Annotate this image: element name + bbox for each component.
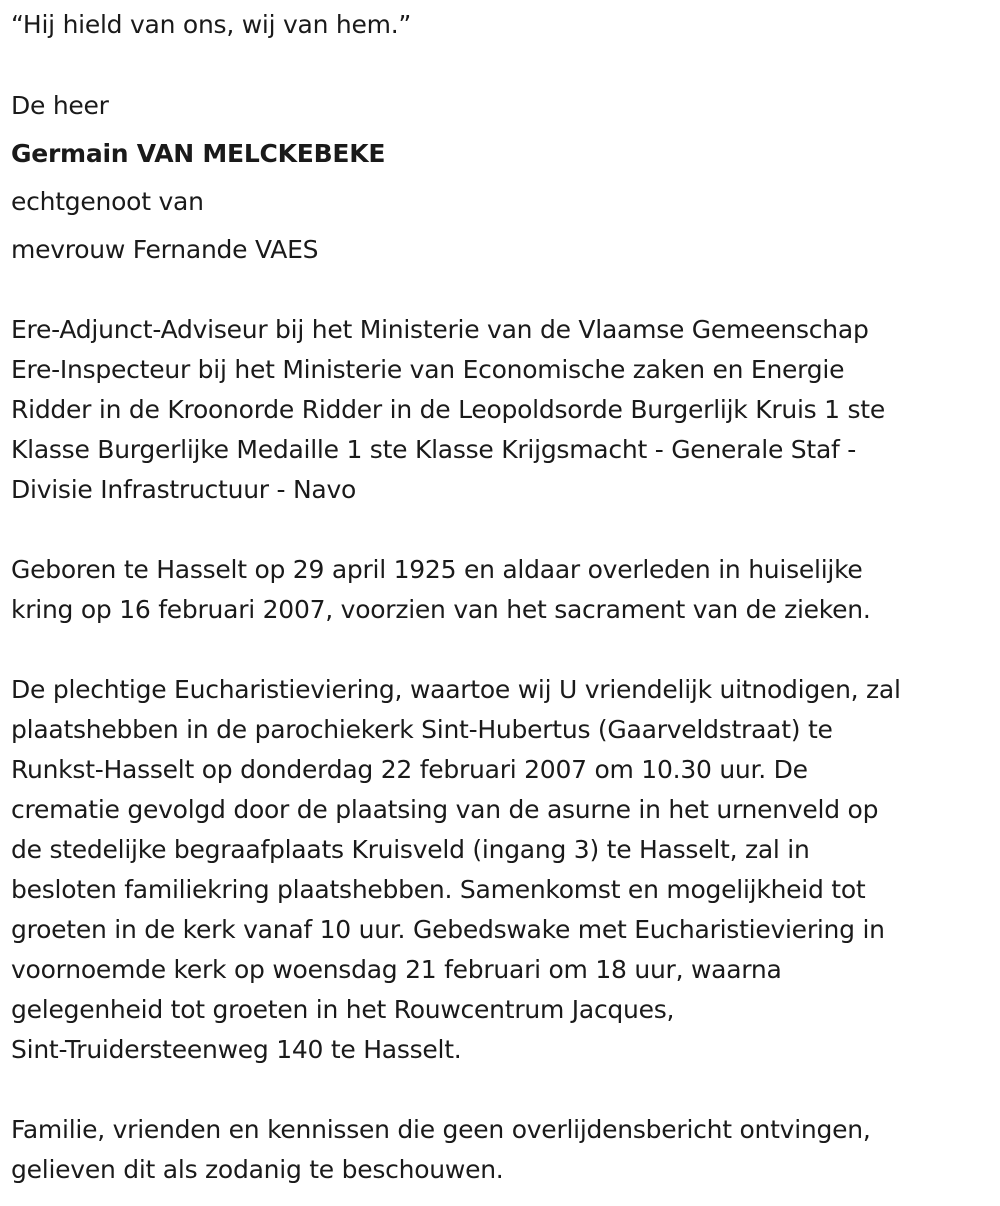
title-line: Divisie Infrastructuur - Navo xyxy=(11,475,357,504)
closing-line: gelieven dit als zodanig te beschouwen. xyxy=(11,1155,504,1184)
quote-line: “Hij hield van ons, wij van hem.” xyxy=(11,10,412,39)
title-line: Ere-Inspecteur bij het Ministerie van Economische zaken en Energie xyxy=(11,355,845,384)
ceremony-line: gelegenheid tot groeten in het Rouwcentrum Jacques, xyxy=(11,995,675,1024)
closing-line: Familie, vrienden en kennissen die geen overlijdensbericht ontvingen, xyxy=(11,1115,871,1144)
ceremony-line: de stedelijke begraafplaats Kruisveld (ingang 3) te Hasselt, zal in xyxy=(11,835,810,864)
ceremony-line: voornoemde kerk op woensdag 21 februari om 18 uur, waarna xyxy=(11,955,782,984)
title-line: Ere-Adjunct-Adviseur bij het Ministerie van de Vlaamse Gemeenschap xyxy=(11,315,869,344)
ceremony-line: plaatshebben in de parochiekerk Sint-Hubertus (Gaarveldstraat) te xyxy=(11,715,833,744)
ceremony-line: groeten in de kerk vanaf 10 uur. Gebedswake met Eucharistieviering in xyxy=(11,915,885,944)
ceremony-line: besloten familiekring plaatshebben. Samenkomst en mogelijkheid tot xyxy=(11,875,866,904)
title-line: Klasse Burgerlijke Medaille 1 ste Klasse Krijgsmacht - Generale Staf - xyxy=(11,435,857,464)
birth-death-line: kring op 16 februari 2007, voorzien van het sacrament van de zieken. xyxy=(11,595,871,624)
ceremony-line: De plechtige Eucharistieviering, waartoe wij U vriendelijk uitnodigen, zal xyxy=(11,675,901,704)
deceased-name: Germain VAN MELCKEBEKE xyxy=(11,139,386,168)
ceremony-line: crematie gevolgd door de plaatsing van de asurne in het urnenveld op xyxy=(11,795,879,824)
spouse-intro: echtgenoot van xyxy=(11,187,204,216)
ceremony-line: Sint-Truidersteenweg 140 te Hasselt. xyxy=(11,1035,462,1064)
birth-death-line: Geboren te Hasselt op 29 april 1925 en aldaar overleden in huiselijke xyxy=(11,555,863,584)
spouse-name: mevrouw Fernande VAES xyxy=(11,235,319,264)
ceremony-line: Runkst-Hasselt op donderdag 22 februari 2007 om 10.30 uur. De xyxy=(11,755,808,784)
salutation: De heer xyxy=(11,91,109,120)
title-line: Ridder in de Kroonorde Ridder in de Leopoldsorde Burgerlijk Kruis 1 ste xyxy=(11,395,885,424)
